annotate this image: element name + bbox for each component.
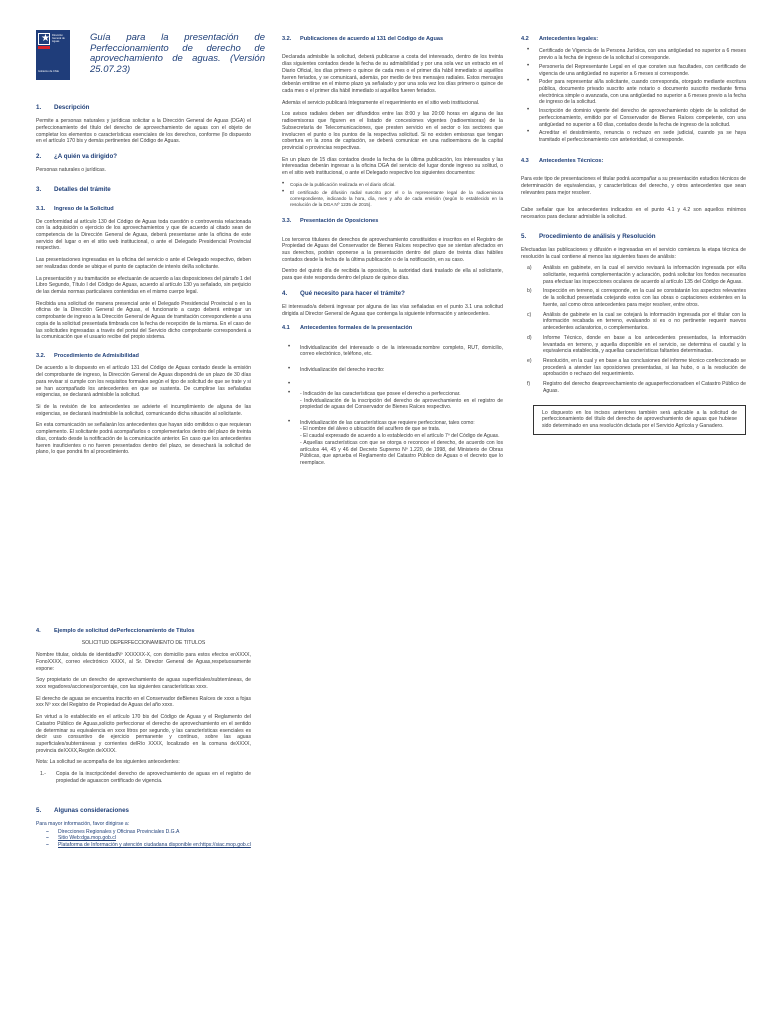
section-4-3-heading: 4.3 Antecedentes Técnicos: (521, 157, 604, 164)
list-item: b) Inspección en terreno, si corresponde, en la cual se constatarán los aspectos relevantes de la solicitud presentada cotejando estos con las obras o captaciones existentes en la fuente, así como otros antecedentes para mejor resolver, entre otros. (527, 288, 746, 308)
dga-logo (36, 30, 70, 80)
column-2 (282, 36, 503, 481)
example-subtitle: SOLICITUD DEPERFECCIONAMIENTO DE TITULOS (81, 640, 206, 647)
technical-p1: Para este tipo de presentaciones el titular podrá acompañar a su presentación estudios técnicos de determinación de equivalencias, y características del derecho, y otros antecedentes que sean relevantes para mejor resolver. (521, 176, 746, 196)
section-3-2a-p1: De acuerdo a lo dispuesto en el artículo 131 del Código de Aguas contado desde la emisión del comprobante de ingreso, la Dirección General de Aguas dispondrá de un plazo de 30 días para revisar si cumple con los requisitos formales según el tipo de solicitud de que se trate y si se han acompañado los antecedentes en que se sustenta. De cumplirse las señaladas exigencias, se declarará admisible la solicitud. (36, 365, 251, 399)
procedure-note-box: Lo dispuesto en los incisos anteriores también será aplicable a la solicitud de perfeccionamiento del título del derecho de aprovechamiento de aguas que hubiese sido determinado en una resolución dictada por el Servicio Agrícola y Ganadero. (533, 405, 746, 435)
publicaciones-p3: Los avisos radiales deben ser difundidos entre las 8:00 y las 20:00 horas en alguna de las radioemisoras que figuren en el listado de concesiones vigentes (radioemisoras) de la Subsecretaría de Telecomunicaciones, que presten servicio en el sector o los sectores que involucren el punto o los puntos de la respectiva solicitud. Si no existen emisoras que tengan cobertura en la zona de captación, se deberá comunicar en una radioemisora de la capital provincial o provincias respectivas. (282, 111, 503, 151)
list-item: d) Informe Técnico, donde en base a los antecedentes presentados, la información levantada en terreno, y aquella disponible en el servicio, se determina el caudal y la equivalencia establecida, y aquellas características faltantes determinadas. (527, 334, 746, 355)
section-3-2-admisibilidad-heading: 3.2. Procedimiento de Admisibilidad (36, 353, 139, 360)
section-3-heading: 3. Detalles del trámite (36, 185, 111, 193)
considerations-list (46, 829, 251, 849)
list-item: • Individualización del derecho inscrito: (282, 367, 503, 374)
list-item: e) Resolución, en la cual y en base a las conclusiones del informe técnico confeccionado se procederá a atender las oposiciones presentadas, si las hubo, o a la resolución de aprobación o rechazo del requerimiento. (527, 357, 746, 378)
list-item: f) Registro del derecho deaprovechamiento de aguaperfeccionadoen el Catastro Público de Aguas. (527, 381, 746, 394)
section-4-heading: 4. Qué necesito para hacer el trámite? (282, 289, 405, 297)
oposiciones-p1: Los terceros titulares de derechos de aprovechamiento constituidos e inscritos en el Registro de Propiedad de Aguas del Conservador de Bienes Raíces respectivo que se sientan afectados en sus derechos, podrán oponerse a la presentación dentro del plazo de treinta días hábiles contados desde la fecha de la última publicación o de la notificación, en su caso. (282, 236, 503, 263)
list-item: • El certificado de difusión radial suscrito por el o la representante legal de la radioemisora correspondiente, indicando la hora, día, mes y año de cada emisión (según lo establecido en la resolución de la DGA Nº 1235 de 2015). (282, 190, 503, 208)
considerations-intro: Para mayor información, favor dirigirse a: (36, 820, 130, 827)
example-p3: El derecho de aguas se encuentra inscrito en el Conservador deBienes Raíces de xxxx a fojas xxx Nº xxx del Registro de Propiedad de Aguas del año xxxx. (36, 695, 251, 709)
star-icon: ★ (41, 33, 50, 44)
example-item: 1.- Copia de la inscripcióndel derecho de aprovechamiento de aguas en el registro de propiedad de aguascon certificado de vigencia. (40, 771, 251, 784)
example-p5: Nota: La solicitud se acompaña de los siguientes antecedentes: (36, 759, 180, 766)
section-4-p1: El interesado/a deberá ingresar por alguna de las vías señaladas en el punto 3.1 una solicitud dirigida al Director General de Aguas que contenga la siguiente información y antecedentes. (282, 304, 503, 317)
list-item: • Individualización del interesado o de la interesada:nombre completo, RUT, domicilio, correo electrónico, teléfono, etc. (282, 345, 503, 358)
section-3-2-publicaciones-heading: 3.2. Publicaciones de acuerdo al 131 del Código de Aguas (282, 36, 444, 42)
procedure-phases-list (521, 265, 746, 394)
technical-p2: Cabe señalar que los antecedentes indicados en el punto 4.1 y 4.2 son aquellos mínimos necesarios para declarar admisible la solicitud. (521, 207, 746, 220)
section-1-text: Permite a personas naturales y jurídicas solicitar a la Dirección General de Aguas (DGA) el perfeccionamiento del título del derecho de aprovechamiento de aguas con el objeto de completar los elementos o características esenciales de los derechos, conforme (lo dispuesto en el artículo 170 bis y demás pertinentes del Código de Aguas. (36, 118, 251, 145)
publicaciones-p1: Declarada admisible la solicitud, deberá publicarse a costa del interesado, dentro de los treinta días siguientes contados desde la fecha de su admisibilidad y por una sola vez un extracto en el Diario Oficial, los días primero o quince de cada mes o el primer día hábil inmediato si aquéllos fueren feriados, y se comunicará, además, por medio de tres mensajes radiales. Estos mensajes deberán emitirse en el mismo plazo ya señalado y por una sola vez los días primero o quince de cada mes o el primer día hábil inmediato si aquéllos fueren feriados. (282, 54, 503, 94)
list-item: • Individualización de las características que requiere perfeccionar, tales como: - El nombre del álveo o ubicación del acuífero de que se trata. - El caudal expresado de acuerdo a lo establecido en el artículo 7º del Código de Aguas. - Aquellas características con que se otorga o reconoce el derecho, de acuerdo con los artículos 44, 45 y 46 del Decreto Supremo Nº 1.220, de 1998, del Ministerio de Obras Públicas, que aprueba el Reglamento del Catastro Público de Aguas o el decreto que lo reemplace. (282, 420, 503, 467)
list-item: • Acreditar el desistimiento, renuncia o rechazo en sede judicial, cuando ya se haya tramitado el perfeccionamiento con anterioridad, si corresponde. (521, 130, 746, 143)
section-3-1-p3: La presentación y su tramitación se efectuarán de acuerdo a las disposiciones del párrafo 1 del Libro Segundo, Título I del Código de Aguas, acuerdo al artículo 130 ya señalado, sin perjuicio de las demás normas particulares contenidas en el mismo cuerpo legal. (36, 275, 251, 295)
example-p1: Nombre titular, cédula de identidadNº XXXXXX-X, con domicilio para estos efectos enXXXX, FonoXXXX, correo electrónico XXXX, al Sr. Director General de Aguas,respetuosamente expone: (36, 652, 251, 672)
publicaciones-p2: Además el servicio publicará íntegramente el requerimiento en el sitio web institucional. (282, 99, 480, 106)
procedure-intro: Efectuadas las publicaciones y difusión e ingresadas en el servicio comienza la etapa técnica de resolución la cual contiene al menos las siguientes fases de análisis: (521, 246, 746, 260)
section-3-1-p2: Las presentaciones ingresadas en la oficina del servicio o ante el Delegado respectivo, deben ser realizadas donde se ubique el punto de captación de interés del/la solicitante. (36, 257, 251, 270)
list-item: • Certificado de Vigencia de la Persona Jurídica, con una antigüedad no superior a 6 meses previo a la fecha de ingreso de la solicitud si corresponde. (521, 48, 746, 61)
list-item: • - Indicación de las características que posee el derecho a perfeccionar. - Individualización de la inscripción del derecho de aprovechamiento en el registro de propiedad de aguas del Conservador de Bienes Raíces respectivo. (282, 391, 503, 411)
website-link: Sitio Web:dga.mop.gob.cl (58, 835, 116, 842)
list-item: • Copia de la publicación realizada en el diario oficial. (282, 182, 503, 188)
example-heading: 4. Ejemplo de solicitud dePerfeccionamiento de Títulos (36, 628, 195, 634)
publicaciones-p4: En un plazo de 15 días contados desde la fecha de la última publicación, los interesados y las interesadas deberán ingresar a la oficina DGA del servicio del lugar donde ingreso su solitud, o en el sitio web institucional, o ante el Delegado respectivo los siguientes documentos: (282, 156, 503, 177)
section-5-procedure-heading: 5. Procedimiento de análisis y Resolución (521, 232, 656, 240)
logo-ministry-text: Gobierno de Chile (38, 70, 59, 73)
section-1-heading: 1. Descripción (36, 104, 90, 111)
flag-bar (38, 46, 50, 49)
list-item: • Poder para representar al/la solicitante, cuando corresponda, otorgado mediante escritura pública, documento privado suscrito ante notario o documento suscrito mediante firma electrónica simple o avanzada, con una antigüedad no superior a 6 meses previo a la fecha de ingreso de la solicitud. (521, 79, 746, 106)
column-1-bottom (36, 620, 251, 849)
column-3 (521, 36, 746, 435)
list-item[interactable]: – Plataforma de Información y atención ciudadana disponible en:https://siac.mop.gob.cl (46, 841, 251, 848)
legal-antecedents-list (521, 48, 746, 143)
list-item: – Direcciones Regionales y Oficinas Provinciales D.G.A (46, 828, 180, 835)
section-4-1-heading: 4.1 Antecedentes formales de la presentación (282, 325, 413, 332)
publicaciones-docs-list (282, 182, 503, 208)
list-item: c) Análisis de gabinete en la cual se cotejará la información ingresada por el titular con la información recabada en terreno, evaluando si es o no pertinente requerir nuevos antecedentes aclaratorios, o complementarios. (527, 311, 746, 332)
star-emblem (38, 33, 50, 45)
list-item: • Personería del Representante Legal en el que consten sus facultades, con certificado de vigencia de una antigüedad no superior a 6 meses si corresponde. (521, 64, 746, 77)
example-p2: Soy propietario de un derecho de aprovechamiento de aguas superficiales/subterráneas, de xxxx regadores/acciones/porcentaje, con las siguientes características xxxx. (36, 677, 251, 690)
example-p4: En virtud a lo establecido en el artículo 170 bis del Código de Aguas y el Reglamento del Catastro Público de Aguas,solicito perfeccionar el derecho de aprovechamiento en el sentido de determinar su equivalencia en xxxx litros por segundo, y las características esenciales es decir uso consuntivo de ejercicio permanente y continuo, sobre las aguas superficiales/subterráneas y corrientes delRío XXXX, localizado en la comuna deXXXX, provincia deXXXX,Región deXXXX. (36, 714, 251, 754)
list-item: a) Análisis en gabinete, en la cual el servicio revisará la información ingresada por el/la solicitante, requerirá complementación y aclaración, podrá solicitar los fondos necesarios para efectuar las inspecciones oculares de acuerdo al artículo 135 del Código de Aguas. (527, 265, 746, 285)
section-4-2-heading: 4.2 Antecedentes legales: (521, 36, 599, 42)
formal-antecedents-list (282, 338, 503, 476)
document-title: Guía para la presentación de Perfeccionamiento de derecho de aprovechamiento de aguas. (Versión 25.07.23) (90, 32, 265, 75)
section-3-1-heading: 3.1. Ingreso de la Solicitud (36, 206, 114, 213)
siac-link: Plataforma de Información y atención ciudadana disponible en:https://siac.mop.gob.cl (58, 841, 251, 848)
list-item: • Inscripción de dominio vigente del derecho de aprovechamiento objeto de la solicitud de perfeccionamiento, emitido por el Conservador de Bienes Raíces competente, con una antigüedad no superior a 60 días, contados desde la fecha de ingreso de la solicitud. (521, 108, 746, 128)
section-3-2a-p3: En esta comunicación se señalarán los antecedentes que hayan sido omitidos o que requieran complemento. El solicitante podrá acompañarlos o complementarlos dentro del plazo de treinta días, contado desde la notificación de la comunicación anterior. En caso que los antecedentes fueren insuficientes o no fueren presentados dentro del plazo, se desechará la solicitud de plano, lo que pondrá fin al procedimiento. (36, 422, 251, 456)
list-item[interactable]: – Sitio Web:dga.mop.gob.cl (46, 835, 116, 842)
section-2-heading: 2. ¿A quién va dirigido? (36, 153, 118, 161)
section-3-1-p1: De conformidad al artículo 130 del Código de Aguas toda cuestión o controversia relacionada con la adquisición o ejercicio de los aprovechamientos y que de acuerdo al citado sean de competencia de la Dirección General de Aguas, deberá presentarse ante la oficina de este servicio del lugar o en el sitio web institucional, o ante el Delegado Presidencial Provincial respectivo. (36, 218, 251, 252)
section-5-considerations-heading: 5. Algunas consideraciones (36, 806, 129, 814)
oposiciones-p2: Dentro del quinto día de recibida la oposición, la autoridad dará traslado de ella al solicitante, para que éste responda dentro del plazo de quince días. (282, 268, 503, 282)
section-3-1-p4: Recibida una solicitud de manera presencial ante el Delegado Presidencial Provincial o en la oficina de la Dirección General de Aguas, el funcionario a cargo deberá entregar un comprobante de ingreso a la Dirección General de Aguas de tramitación correspondiente a una copia de la solicitud presentada timbrada con la fecha de recepción de la misma. En el caso de las solicitudes ingresadas a través del portal del Servicio dicho comprobante corresponderá a la comunicación que el usuario recibe del propio sistema. (36, 300, 251, 341)
column-1 (36, 96, 251, 461)
section-3-2a-p2: Si de la revisión de los antecedentes se advierte el incumplimiento de alguna de las exigencias, se declarará inadmisible la solicitud, comunicando dicha situación al solicitante. (36, 404, 251, 417)
section-2-text: Personas naturales o jurídicas. (36, 167, 106, 174)
logo-org-text: Dirección General de Aguas (52, 34, 65, 44)
section-3-3-heading: 3.3. Presentación de Oposiciones (282, 218, 379, 225)
